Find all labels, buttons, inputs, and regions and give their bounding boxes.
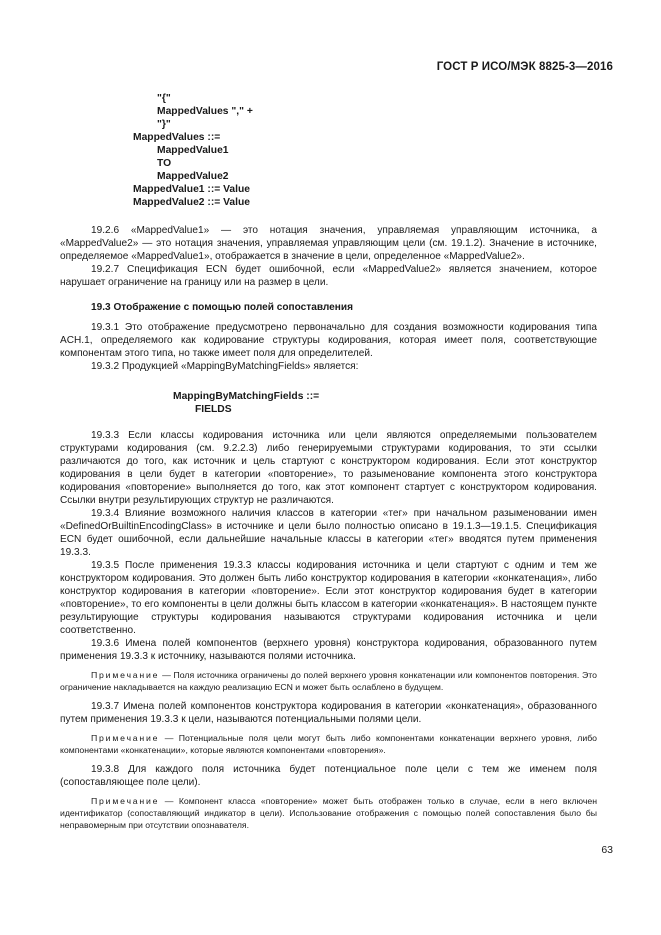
- note-1: [60, 670, 597, 693]
- page-number: 63: [601, 844, 613, 856]
- paragraph-19-3-6: 19.3.6 Имена полей компонентов (верхнего уровня) конструктора кодирования, образованного путем применения 19.3.3 к источнику, называются полями источника.: [60, 638, 597, 662]
- paragraph-19-3-8: 19.3.8 Для каждого поля источника будет потенциальное поле цели с тем же именем поля (сопоставляющее поле цели).: [60, 764, 597, 789]
- paragraph-19-3-4: 19.3.4 Влияние возможного наличия классов в категории «тег» при начальном разыменовании имен «DefinedOrBuiltinEncodingClass» в источнике и цели было полностью описано в 19.1.3—19.1.5. Спецификация ECN будет ошибочной, если дальнейшие начальные классы в категории «тег» вводятся путем применения 19.3.3.: [60, 508, 597, 558]
- body-section-1: [60, 224, 597, 373]
- paragraph-19-3-2: 19.3.2 Продукцией «MappingByMatchingFields» является:: [91, 361, 359, 372]
- document-header: ГОСТ Р ИСО/МЭК 8825-3—2016: [436, 61, 613, 73]
- code-line: MappedValue1 ::= Value: [133, 184, 251, 195]
- paragraph-19-3-3: 19.3.3 Если классы кодирования источника или цели являются определяемыми пользователем структурами кодирования (см. 9.2.2.3) либо генерируемыми структурами кодирования, то эти ссылки различаются до того, как источник и цель стартуют с конструктором кодирования. Если этот конструктор кодирования в цели будет в категории «повторение», то разыменование компонента этого конструктора кодирования «повторение» выполняется до того, как этот компонент стартует с конструктором кодирования. Ссылки внутри результирующих структур не различаются.: [60, 430, 597, 506]
- section-heading-19-3: 19.3 Отображение с помощью полей сопоставления: [91, 302, 353, 313]
- paragraph-19-3-5: 19.3.5 После применения 19.3.3 классы кодирования источника и цели стартуют с одним и тем же конструктором кодирования. Это должен быть либо конструктор кодирования в категории «конкатенация», либо конструктор кодирования в категории «повторение». Если этот конструктор кодирования будет в категории «повторение», то его компоненты в цели должны быть классом в категории «конкатенация». В настоящем пункте результирующие структуры кодирования называются структурами кодирования источника и цели соответственно.: [60, 560, 597, 636]
- note-text: Потенциальные поля цели могут быть либо компонентами конкатенации верхнего уровня, либо компонентами «конкатенации», которые являются компонентами «повторения».: [60, 733, 597, 755]
- note-label: Примечание: [91, 733, 160, 744]
- paragraph-19-3-7: 19.3.7 Имена полей компонентов конструктора кодирования в категории «конкатенация», образованного путем применения 19.3.3 к цели, называются потенциальными полями цели.: [60, 701, 597, 726]
- note-text: Поля источника ограничены до полей верхнего уровня конкатенации или компонентов повторения. Это ограничение накладывается на каждую реализацию ECN и может быть ослаблено в будущем.: [60, 670, 598, 692]
- code-line: MappedValues "," +: [157, 106, 253, 117]
- code-line: FIELDS: [195, 404, 232, 415]
- code-line: "{": [157, 93, 171, 104]
- code-line: MappedValue2: [157, 171, 229, 182]
- code-line: MappedValues ::=: [133, 132, 221, 143]
- note-2: [60, 733, 597, 756]
- note-dash: —: [159, 733, 179, 744]
- paragraph-19-2-6: 19.2.6 «MappedValue1» — это нотация значения, управляемая управляющим источника, а «MappedValue2» — это нотация значения, управляемая управляющим цели (см. 19.1.2). Значение в источнике, определяемое «MappedValue1», отображается в значение в цели, определенное «MappedValue2».: [60, 225, 597, 262]
- body-section-2: [60, 429, 597, 831]
- note-dash: —: [159, 796, 179, 807]
- paragraph-19-2-7: 19.2.7 Спецификация ECN будет ошибочной, если «MappedValue2» является значением, которое нарушает ограничение на границу или на размер в цели.: [60, 264, 597, 288]
- note-text: Компонент класса «повторение» может быть отображен только в случае, если в него включен идентификатор (сопоставляющий индикатор в цели). Использование отображения с помощью полей сопоставления было бы неправомерным при отсутствии опознавателя.: [60, 796, 597, 830]
- note-label: Примечание: [91, 670, 160, 680]
- note-label: Примечание: [91, 796, 160, 807]
- note-dash: —: [159, 670, 174, 680]
- code-line: "}": [157, 119, 171, 130]
- code-line: MappedValue1: [157, 145, 229, 156]
- code-line: TO: [157, 158, 172, 169]
- code-line: MappingByMatchingFields ::=: [173, 391, 320, 402]
- note-3: [60, 796, 597, 831]
- paragraph-19-3-1: 19.3.1 Это отображение предусмотрено первоначально для создания возможности кодирования типа ACH.1, определяемого как кодирование структуры кодирования, которая имеет поля, соответствующие компонентам этого типа, но также имеет поля для определителей.: [60, 322, 597, 359]
- code-line: MappedValue2 ::= Value: [133, 197, 251, 208]
